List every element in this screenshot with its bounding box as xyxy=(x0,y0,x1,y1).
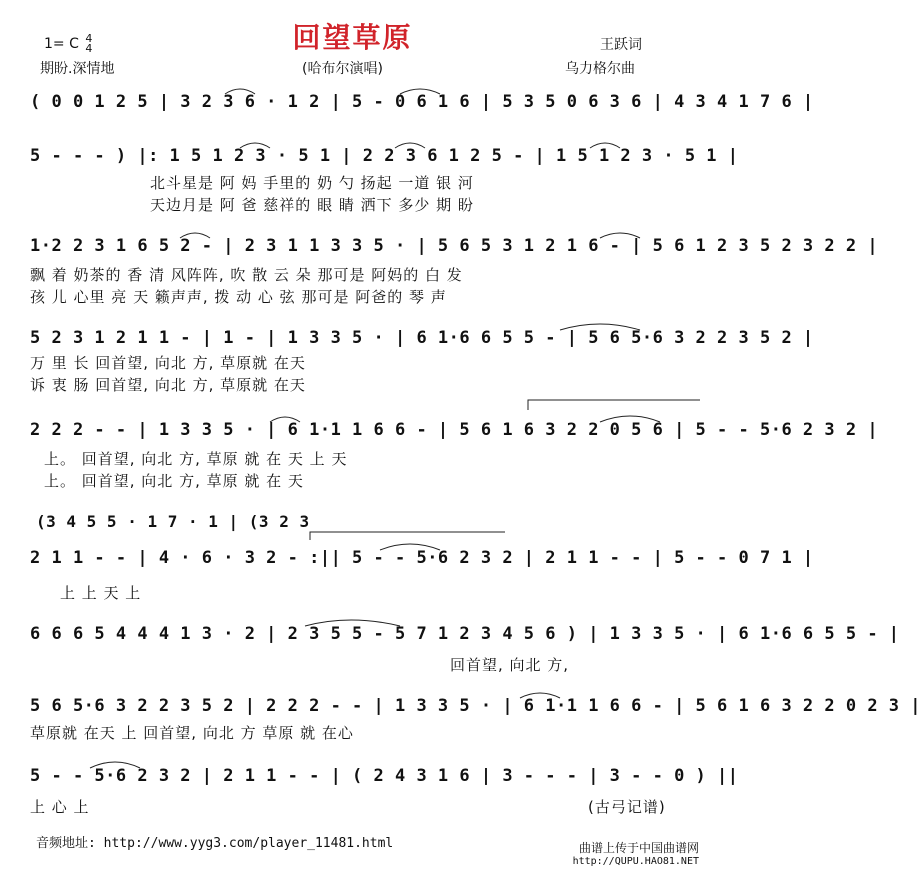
slur-mark xyxy=(380,544,440,550)
slur-mark xyxy=(240,143,270,148)
composer: 乌力格尔曲 xyxy=(565,61,635,77)
slur-mark xyxy=(90,762,140,768)
score-row-9-notes: 5 - - 5·6 2 3 2 | 2 1 1 - - | ( 2 4 3 1 6 | 3 - - - | 3 - - 0 ) || xyxy=(30,766,739,786)
score-row-5-lyric-2: 上。 回首望, 向北 方, 草原 就 在 天 xyxy=(44,472,304,490)
score-row-7-notes: 6 6 6 5 4 4 4 1 3 · 2 | 2 3 5 5 - 5 7 1 2 3 4 5 6 ) | 1 3 3 5 · | 6 1·6 6 5 5 - | xyxy=(30,624,900,644)
score-row-3-lyric-2: 孩 儿 心里 亮 天 籁声声, 拨 动 心 弦 那可是 阿爸的 琴 声 xyxy=(30,288,447,306)
performer: (哈布尔演唱) xyxy=(302,61,383,77)
site-credit-line-1: 曲谱上传于中国曲谱网 xyxy=(578,841,699,855)
slur-mark xyxy=(395,143,425,148)
score-row-6-notes: 2 1 1 - - | 4 · 6 · 3 2 - :|| 5 - - 5·6 2 3 2 | 2 1 1 - - | 5 - - 0 7 1 | xyxy=(30,548,814,568)
slur-mark xyxy=(590,143,620,148)
score-row-1-notes: ( 0 0 1 2 5 | 3 2 3 6 · 1 2 | 5 - 0 6 1 6 | 5 3 5 0 6 3 6 | 4 3 4 1 7 6 | xyxy=(30,92,814,112)
key-label: 1= C xyxy=(44,36,79,52)
score-row-3-lyric-1: 飘 着 奶茶的 香 清 风阵阵, 吹 散 云 朵 那可是 阿妈的 白 发 xyxy=(30,266,463,284)
score-row-4-lyric-1: 万 里 长 回首望, 向北 方, 草原就 在天 xyxy=(30,354,306,372)
score-row-8-notes: 5 6 5·6 3 2 2 3 5 2 | 2 2 2 - - | 1 3 3 5 · | 6 1·1 1 6 6 - | 5 6 1 6 3 2 2 0 2 3 | xyxy=(30,696,921,716)
slur-mark xyxy=(560,324,640,330)
score-row-6-lyric-1: 上 上 天 上 xyxy=(60,584,142,602)
slur-mark xyxy=(305,620,400,626)
score-row-4-notes: 5 2 3 1 2 1 1 - | 1 - | 1 3 3 5 · | 6 1·6 6 5 5 - | 5 6 5·6 3 2 2 3 5 2 | xyxy=(30,328,814,348)
score-row-4-lyric-2: 诉 衷 肠 回首望, 向北 方, 草原就 在天 xyxy=(30,376,306,394)
score-row-2-lyric-1: 北斗星是 阿 妈 手里的 奶 勺 扬起 一道 银 河 xyxy=(150,174,474,192)
slur-mark xyxy=(600,416,660,422)
notation-source: (古弓记谱) xyxy=(588,798,666,816)
expression-mark: 期盼.深情地 xyxy=(40,61,115,77)
slur-mark xyxy=(400,89,440,94)
slur-mark xyxy=(225,89,255,94)
time-top: 4 xyxy=(85,32,93,45)
score-row-9-lyric-1: 上 心 上 xyxy=(30,798,90,816)
slur-mark xyxy=(180,233,210,238)
slur-mark xyxy=(270,417,300,422)
score-row-5-notes: 2 2 2 - - | 1 3 3 5 · | 6 1·1 1 6 6 - | 5 6 1 6 3 2 2 0 5 6 | 5 - - 5·6 2 3 2 | xyxy=(30,420,879,440)
score-row-3-notes: 1·2 2 3 1 6 5 2 - | 2 3 1 1 3 3 5 · | 5 6 5 3 1 2 1 6 - | 5 6 1 2 3 5 2 3 2 2 | xyxy=(30,236,879,256)
score-row-7-lyric-1: 回首望, 向北 方, xyxy=(450,656,570,674)
score-row-2-notes: 5 - - - ) |: 1 5 1 2 3 · 5 1 | 2 2 3 6 1 2 5 - | 1 5 1 2 3 · 5 1 | xyxy=(30,146,739,166)
slur-mark xyxy=(600,233,640,238)
audio-link[interactable]: http://www.yyg3.com/player_11481.html xyxy=(103,836,394,851)
score-row-6-upper: (3 4 5 5 · 1 7 · 1 | (3 2 3 xyxy=(36,512,310,531)
score-row-5-lyric-1: 上。 回首望, 向北 方, 草原 就 在 天 上 天 xyxy=(44,450,348,468)
song-title: 回望草原 xyxy=(292,21,413,54)
audio-label: 音频地址: xyxy=(36,836,96,851)
site-credit-line-2: http://QUPU.HAO81.NET xyxy=(572,856,699,867)
score-row-8-lyric-1: 草原就 在天 上 回首望, 向北 方 草原 就 在心 xyxy=(30,724,354,742)
slur-mark xyxy=(520,693,560,698)
score-row-2-lyric-2: 天边月是 阿 爸 慈祥的 眼 睛 洒下 多少 期 盼 xyxy=(150,196,474,214)
time-bottom: 4 xyxy=(85,42,93,55)
volta-bracket xyxy=(310,532,505,540)
volta-bracket xyxy=(528,400,700,410)
lyricist: 王跃词 xyxy=(600,37,642,53)
